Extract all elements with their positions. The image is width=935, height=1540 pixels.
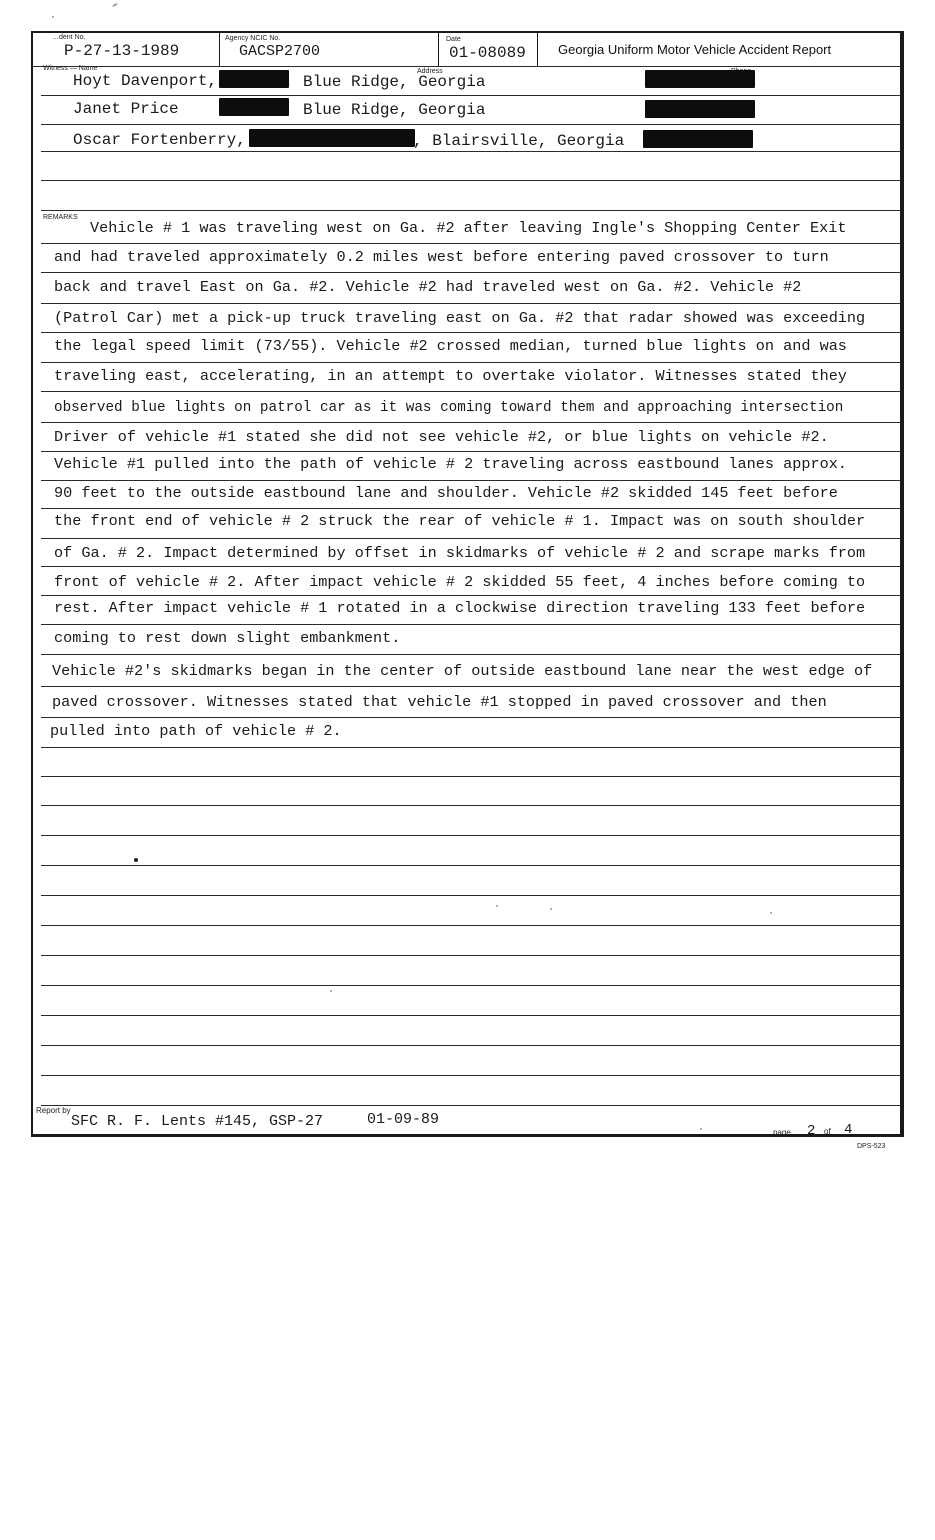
remark-line: Driver of vehicle #1 stated she did not see vehicle #2, or blue lights on vehicle #2. [54, 428, 829, 446]
scan-speck [52, 16, 54, 18]
remark-line: observed blue lights on patrol car as it was coming toward them and approaching intersection [54, 400, 844, 416]
form-code: DPS-523 [857, 1143, 886, 1150]
header-divider [33, 66, 900, 67]
ruled-line [41, 332, 900, 333]
ruled-line [41, 124, 900, 125]
ruled-line [41, 1105, 900, 1106]
ruled-line [41, 925, 900, 926]
ruled-line [41, 654, 900, 655]
remark-line: the front end of vehicle # 2 struck the rear of vehicle # 1. Impact was on south shoulder [54, 512, 866, 530]
page-number: 2 [807, 1123, 816, 1139]
ruled-line [41, 624, 900, 625]
incident-number: P-27-13-1989 [64, 42, 180, 60]
witness-address-label: Address [417, 68, 443, 75]
report-by-label: Report by [36, 1106, 71, 1115]
ruled-line [41, 422, 900, 423]
witness-name: Hoyt Davenport, [73, 72, 218, 90]
agency-ncic-label: Agency NCIC No. [225, 35, 281, 42]
remark-line: coming to rest down slight embankment. [54, 629, 401, 647]
ruled-line [41, 1075, 900, 1076]
ruled-line [41, 595, 900, 596]
ruled-line [41, 776, 900, 777]
ruled-line [41, 1015, 900, 1016]
ruled-line [41, 566, 900, 567]
scan-speck [770, 912, 772, 914]
redacted-block [219, 70, 289, 88]
of-label: of [824, 1127, 831, 1136]
remark-line: Vehicle #1 pulled into the path of vehicle # 2 traveling across eastbound lanes approx. [54, 455, 847, 473]
remark-line: Vehicle #2's skidmarks began in the center of outside eastbound lane near the west edge of [52, 662, 873, 680]
incident-number-label: …dent No. [52, 34, 86, 41]
remark-line: of Ga. # 2. Impact determined by offset in skidmarks of vehicle # 2 and scrape marks from [54, 544, 866, 562]
ruled-line [41, 362, 900, 363]
ruled-line [41, 1045, 900, 1046]
page-label: page [773, 1128, 791, 1137]
scan-speck [550, 908, 552, 910]
ruled-line [41, 272, 900, 273]
ruled-line [41, 955, 900, 956]
ruled-line [41, 895, 900, 896]
witness-address: , Blairsville, Georgia [413, 132, 625, 150]
redacted-phone-block [645, 100, 755, 118]
remark-line: rest. After impact vehicle # 1 rotated in a clockwise direction traveling 133 feet before [54, 599, 866, 617]
ruled-line [41, 243, 900, 244]
accident-report-form [31, 31, 904, 1137]
ruled-line [41, 151, 900, 152]
date-cell [439, 33, 538, 66]
witness-name: Oscar Fortenberry, [73, 131, 246, 149]
redacted-block [249, 129, 415, 147]
ruled-line [41, 717, 900, 718]
agency-ncic-cell [220, 33, 439, 66]
report-date: 01-09-89 [367, 1111, 440, 1128]
remark-line: and had traveled approximately 0.2 miles west before entering paved crossover to turn [54, 248, 829, 266]
scan-speck [330, 990, 332, 992]
scan-speck [112, 3, 118, 8]
scan-speck [700, 1128, 702, 1130]
ruled-line [41, 303, 900, 304]
date-label: Date [446, 36, 461, 43]
redacted-phone-block [643, 130, 753, 148]
remark-line: (Patrol Car) met a pick-up truck traveling east on Ga. #2 that radar showed was exceeding [54, 309, 866, 327]
date-value: 01-08089 [449, 44, 526, 62]
ruled-line [41, 686, 900, 687]
reporting-officer: SFC R. F. Lents #145, GSP-27 [71, 1113, 324, 1130]
ruled-line [41, 865, 900, 866]
scan-speck [134, 858, 138, 862]
ruled-line [41, 538, 900, 539]
ruled-line [41, 747, 900, 748]
remark-line: 90 feet to the outside eastbound lane and shoulder. Vehicle #2 skidded 145 feet before [54, 484, 838, 502]
ruled-line [41, 95, 900, 96]
incident-number-cell [33, 33, 220, 66]
ruled-line [41, 391, 900, 392]
page-total: 4 [844, 1122, 853, 1138]
witness-name: Janet Price [73, 100, 179, 118]
witness-address: Blue Ridge, Georgia [303, 101, 486, 119]
ruled-line [41, 180, 900, 181]
remark-line: front of vehicle # 2. After impact vehicle # 2 skidded 55 feet, 4 inches before coming to [54, 573, 866, 591]
redacted-block [219, 98, 289, 116]
remark-line: pulled into path of vehicle # 2. [50, 722, 342, 740]
agency-ncic-number: GACSP2700 [239, 43, 321, 60]
witness-name-label: Witness — Name [43, 65, 98, 72]
ruled-line [41, 508, 900, 509]
ruled-line [41, 480, 900, 481]
remark-line: paved crossover. Witnesses stated that vehicle #1 stopped in paved crossover and then [52, 693, 827, 711]
ruled-line [41, 835, 900, 836]
ruled-line [41, 451, 900, 452]
remarks-label: REMARKS [43, 214, 78, 221]
redacted-phone-block [645, 70, 755, 88]
ruled-line [41, 985, 900, 986]
report-title: Georgia Uniform Motor Vehicle Accident Report [558, 42, 832, 57]
ruled-line [41, 805, 900, 806]
ruled-line [41, 210, 900, 211]
remark-line: back and travel East on Ga. #2. Vehicle #2 had traveled west on Ga. #2. Vehicle #2 [54, 278, 802, 296]
scan-speck [496, 905, 498, 907]
remark-line: the legal speed limit (73/55). Vehicle #2 crossed median, turned blue lights on and was [54, 337, 847, 355]
witness-address: Blue Ridge, Georgia [303, 73, 486, 91]
remark-line: Vehicle # 1 was traveling west on Ga. #2 after leaving Ingle's Shopping Center Exit [90, 219, 847, 237]
remark-line: traveling east, accelerating, in an attempt to overtake violator. Witnesses stated they [54, 367, 847, 385]
